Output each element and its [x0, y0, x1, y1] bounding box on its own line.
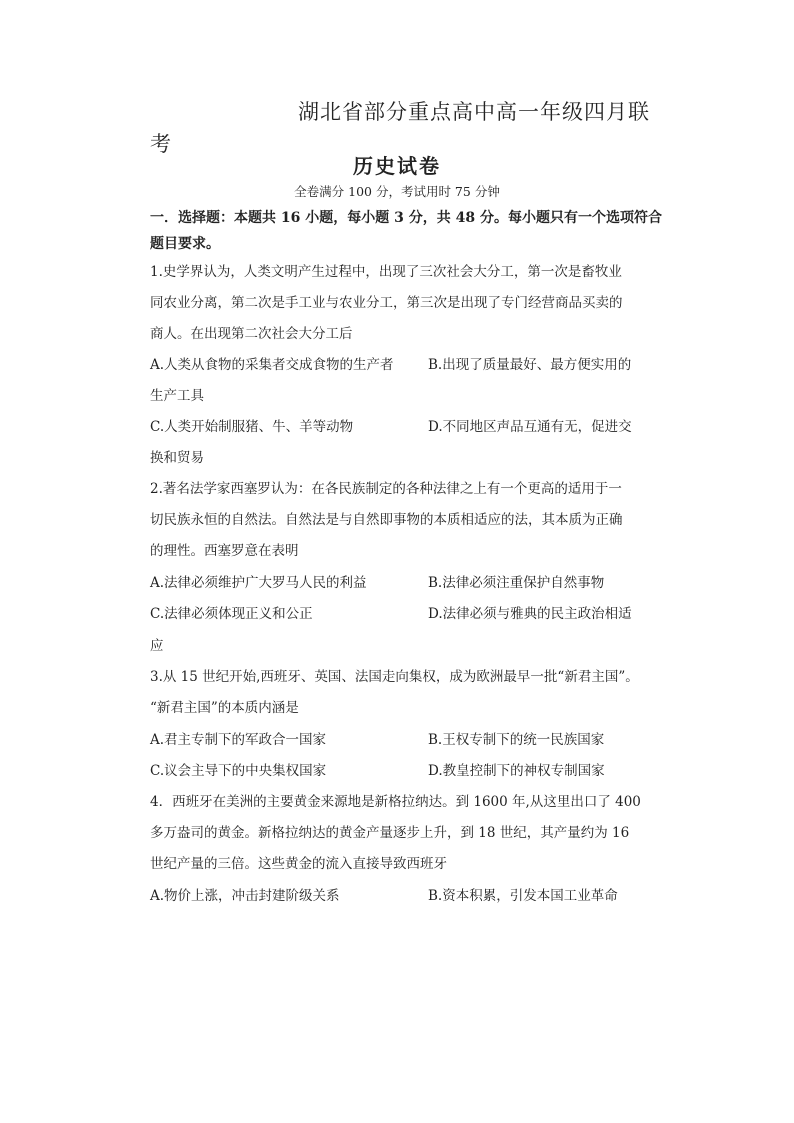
q2-stem-line1: 2.著名法学家西塞罗认为：在各民族制定的各种法律之上有一个更高的适用于一	[150, 481, 622, 497]
q1-option-d-continued: 换和贸易	[150, 450, 204, 466]
q2-option-b: B.法律必须注重保护自然事物	[428, 575, 605, 591]
q2-stem-line2: 切民族永恒的自然法。自然法是与自然即事物的本质相适应的法，其本质为正确	[150, 512, 623, 528]
q1-option-b-continued: 生产工具	[150, 388, 204, 404]
q1-stem-line2: 同农业分离，第二次是手工业与农业分工，第三次是出现了专门经营商品买卖的	[150, 295, 623, 311]
q1-option-d: D.不同地区声品互通有无，促进交	[428, 419, 632, 435]
exam-title-line2: 考	[150, 132, 171, 156]
q3-stem-line2: “新君主国”的本质内涵是	[150, 700, 299, 716]
q3-option-d: D.教皇控制下的神权专制国家	[428, 763, 605, 779]
q3-option-c: C.议会主导下的中央集权国家	[150, 763, 327, 779]
q1-stem-line3: 商人。在出现第二次社会大分工后	[150, 326, 353, 342]
q3-option-b: B.王权专制下的统一民族国家	[428, 732, 605, 748]
q3-option-a: A.君主专制下的军政合一国家	[150, 732, 327, 748]
q3-stem-line1: 3.从 15 世纪开始,西班牙、英国、法国走向集权，成为欧洲最早一批“新君主国”。	[150, 669, 639, 685]
section-heading-line2: 题目要求。	[150, 236, 220, 252]
exam-info: 全卷满分 100 分，考试用时 75 分钟	[294, 184, 500, 199]
subject-title: 历史试卷	[353, 154, 441, 178]
q4-stem-line1: 4．西班牙在美洲的主要黄金来源地是新格拉纳达。到 1600 年,从这里出口了 400	[150, 794, 641, 810]
q2-stem-line3: 的理性。西塞罗意在表明	[150, 543, 299, 559]
q2-option-c: C.法律必须体现正义和公正	[150, 606, 313, 622]
q4-stem-line2: 多万盎司的黄金。新格拉纳达的黄金产量逐步上升，到 18 世纪，其产量约为 16	[150, 825, 630, 841]
q1-option-c: C.人类开始制服猪、牛、羊等动物	[150, 419, 354, 435]
q4-option-a: A.物价上涨，冲击封建阶级关系	[150, 888, 340, 904]
q1-option-a: A.人类从食物的采集者交成食物的生产者	[150, 357, 394, 373]
q2-option-d: D.法律必须与雅典的民主政治相适	[428, 606, 632, 622]
q1-option-b: B.出现了质量最好、最方便实用的	[428, 357, 632, 373]
q2-option-a: A.法律必须维护广大罗马人民的利益	[150, 575, 367, 591]
q1-stem-line1: 1.史学界认为，人类文明产生过程中，出现了三次社会大分工，第一次是畜牧业	[150, 264, 622, 280]
q2-option-d-continued: 应	[150, 638, 164, 654]
exam-title-line1: 湖北省部分重点高中高一年级四月联	[298, 100, 650, 124]
q4-option-b: B.资本积累，引发本国工业革命	[428, 888, 618, 904]
q4-stem-line3: 世纪产量的三倍。这些黄金的流入直接导致西班牙	[150, 856, 447, 872]
section-heading-line1: 一．选择题：本题共 16 小题，每小题 3 分，共 48 分。每小题只有一个选项符合	[150, 210, 662, 226]
